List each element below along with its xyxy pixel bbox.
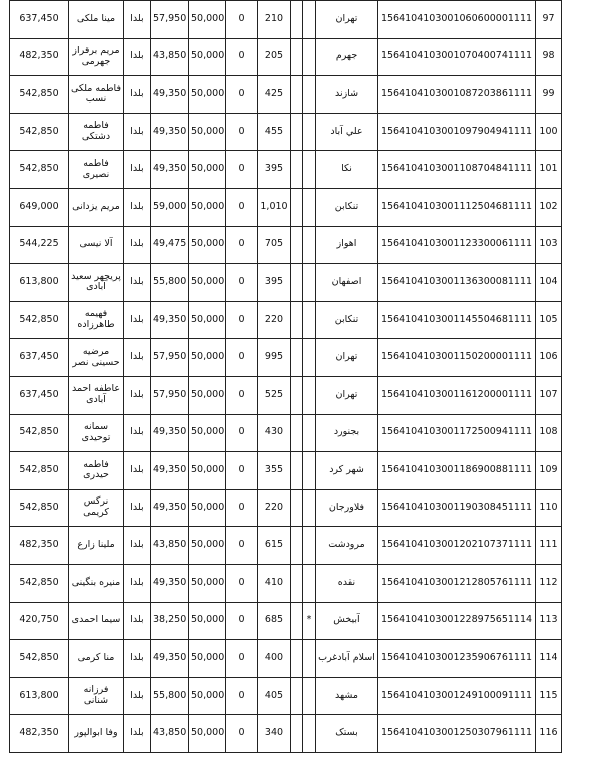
row-number-cell: 110 [536,489,562,527]
status-cell: بلدا [124,677,151,715]
code-cell: 1564104103001161200001111 [378,376,536,414]
base-amount-cell: 50,000 [189,564,226,602]
base-amount-cell: 50,000 [189,188,226,226]
amount-cell: 57,950 [151,339,189,377]
name-cell: سیما احمدی [69,602,124,640]
name-cell: پریچهر سعید آبادی [69,264,124,302]
zero-cell: 0 [226,226,258,264]
total-cell: 637,450 [10,339,69,377]
mark-cell [303,226,316,264]
name-cell: مینا ملکی [69,1,124,39]
row-number-cell: 98 [536,38,562,76]
blank-cell [291,188,303,226]
row-number-cell: 113 [536,602,562,640]
row-number-cell: 100 [536,113,562,151]
row-number-cell: 115 [536,677,562,715]
table-row [10,113,562,151]
status-cell: بلدا [124,489,151,527]
blank-cell [291,301,303,339]
city-cell: مشهد [316,677,378,715]
total-cell: 420,750 [10,602,69,640]
base-amount-cell: 50,000 [189,76,226,114]
table-row [10,226,562,264]
total-cell: 542,850 [10,414,69,452]
base-amount-cell: 50,000 [189,264,226,302]
city-cell: شازند [316,76,378,114]
name-cell: منیره بنگینی [69,564,124,602]
code-cell: 1564104103001250307961111 [378,715,536,753]
mark-cell [303,414,316,452]
zero-cell: 0 [226,376,258,414]
name-cell: عاطفه احمد آبادی [69,376,124,414]
status-cell: بلدا [124,564,151,602]
code-cell: 1564104103001235906761111 [378,640,536,678]
table-row [10,715,562,753]
zero-cell: 0 [226,38,258,76]
quantity-cell: 405 [258,677,291,715]
name-cell: فاطمه ملکی نسب [69,76,124,114]
row-number-cell: 111 [536,527,562,565]
status-cell: بلدا [124,151,151,189]
records-table [9,0,562,753]
status-cell: بلدا [124,339,151,377]
code-cell: 1564104103001112504681111 [378,188,536,226]
quantity-cell: 220 [258,301,291,339]
table-row [10,640,562,678]
row-number-cell: 109 [536,452,562,490]
base-amount-cell: 50,000 [189,452,226,490]
quantity-cell: 615 [258,527,291,565]
city-cell: تهران [316,376,378,414]
blank-cell [291,1,303,39]
amount-cell: 49,350 [151,564,189,602]
code-cell: 1564104103001172500941111 [378,414,536,452]
amount-cell: 49,350 [151,452,189,490]
total-cell: 544,225 [10,226,69,264]
base-amount-cell: 50,000 [189,527,226,565]
name-cell: فاطمه حیدری [69,452,124,490]
table-row [10,1,562,39]
status-cell: بلدا [124,188,151,226]
status-cell: بلدا [124,640,151,678]
base-amount-cell: 50,000 [189,151,226,189]
row-number-cell: 107 [536,376,562,414]
mark-cell [303,677,316,715]
blank-cell [291,414,303,452]
zero-cell: 0 [226,414,258,452]
city-cell: مرودشت [316,527,378,565]
mark-cell [303,339,316,377]
code-cell: 1564104103001145504681111 [378,301,536,339]
name-cell: فاطمه دشتکی [69,113,124,151]
code-cell: 1564104103001136300081111 [378,264,536,302]
mark-cell [303,151,316,189]
mark-cell [303,489,316,527]
base-amount-cell: 50,000 [189,715,226,753]
amount-cell: 57,950 [151,1,189,39]
amount-cell: 49,350 [151,489,189,527]
quantity-cell: 395 [258,151,291,189]
row-number-cell: 116 [536,715,562,753]
name-cell: وفا ابوالپور [69,715,124,753]
zero-cell: 0 [226,76,258,114]
city-cell: تهران [316,339,378,377]
zero-cell: 0 [226,188,258,226]
code-cell: 1564104103001228975651114 [378,602,536,640]
status-cell: بلدا [124,301,151,339]
status-cell: بلدا [124,376,151,414]
amount-cell: 49,350 [151,301,189,339]
zero-cell: 0 [226,113,258,151]
zero-cell: 0 [226,151,258,189]
amount-cell: 49,350 [151,151,189,189]
total-cell: 542,850 [10,489,69,527]
status-cell: بلدا [124,264,151,302]
blank-cell [291,264,303,302]
table-row [10,527,562,565]
zero-cell: 0 [226,715,258,753]
city-cell: فلاورجان [316,489,378,527]
row-number-cell: 106 [536,339,562,377]
base-amount-cell: 50,000 [189,376,226,414]
status-cell: بلدا [124,226,151,264]
zero-cell: 0 [226,564,258,602]
quantity-cell: 205 [258,38,291,76]
name-cell: منا کرمی [69,640,124,678]
mark-cell [303,264,316,302]
mark-cell [303,640,316,678]
total-cell: 482,350 [10,38,69,76]
blank-cell [291,339,303,377]
status-cell: بلدا [124,602,151,640]
base-amount-cell: 50,000 [189,1,226,39]
total-cell: 542,850 [10,76,69,114]
city-cell: علي آباد [316,113,378,151]
code-cell: 1564104103001060600001111 [378,1,536,39]
name-cell: فاطمه نصیری [69,151,124,189]
total-cell: 613,800 [10,264,69,302]
mark-cell [303,113,316,151]
zero-cell: 0 [226,602,258,640]
name-cell: مرضیه حسینی نصر [69,339,124,377]
blank-cell [291,677,303,715]
city-cell: شهر کرد [316,452,378,490]
table-row [10,602,562,640]
blank-cell [291,38,303,76]
table-row [10,452,562,490]
status-cell: بلدا [124,38,151,76]
zero-cell: 0 [226,489,258,527]
name-cell: مریم یزدانی [69,188,124,226]
quantity-cell: 705 [258,226,291,264]
status-cell: بلدا [124,1,151,39]
blank-cell [291,489,303,527]
quantity-cell: 210 [258,1,291,39]
table-row [10,38,562,76]
blank-cell [291,640,303,678]
code-cell: 1564104103001087203861111 [378,76,536,114]
base-amount-cell: 50,000 [189,640,226,678]
total-cell: 637,450 [10,376,69,414]
blank-cell [291,602,303,640]
quantity-cell: 395 [258,264,291,302]
mark-cell [303,1,316,39]
table-row [10,414,562,452]
city-cell: بجنورد [316,414,378,452]
status-cell: بلدا [124,113,151,151]
row-number-cell: 104 [536,264,562,302]
base-amount-cell: 50,000 [189,489,226,527]
table-row [10,564,562,602]
city-cell: تهران [316,1,378,39]
name-cell: آلا نیسی [69,226,124,264]
amount-cell: 43,850 [151,38,189,76]
mark-cell [303,715,316,753]
row-number-cell: 99 [536,76,562,114]
table-row [10,76,562,114]
code-cell: 1564104103001186900881111 [378,452,536,490]
blank-cell [291,376,303,414]
mark-cell [303,188,316,226]
name-cell: سمانه توحیدی [69,414,124,452]
blank-cell [291,76,303,114]
base-amount-cell: 50,000 [189,226,226,264]
status-cell: بلدا [124,452,151,490]
amount-cell: 49,475 [151,226,189,264]
mark-cell [303,564,316,602]
code-cell: 1564104103001249100091111 [378,677,536,715]
table-row [10,151,562,189]
blank-cell [291,527,303,565]
blank-cell [291,113,303,151]
city-cell: تنکابن [316,301,378,339]
code-cell: 1564104103001108704841111 [378,151,536,189]
amount-cell: 55,800 [151,677,189,715]
quantity-cell: 220 [258,489,291,527]
quantity-cell: 685 [258,602,291,640]
quantity-cell: 1,010 [258,188,291,226]
quantity-cell: 455 [258,113,291,151]
mark-cell [303,38,316,76]
base-amount-cell: 50,000 [189,301,226,339]
row-number-cell: 105 [536,301,562,339]
blank-cell [291,151,303,189]
name-cell: ملینا زارع [69,527,124,565]
blank-cell [291,715,303,753]
total-cell: 542,850 [10,640,69,678]
amount-cell: 38,250 [151,602,189,640]
total-cell: 542,850 [10,452,69,490]
mark-cell [303,527,316,565]
mark-cell [303,301,316,339]
status-cell: بلدا [124,414,151,452]
table-body [10,1,562,753]
quantity-cell: 525 [258,376,291,414]
row-number-cell: 97 [536,1,562,39]
amount-cell: 59,000 [151,188,189,226]
total-cell: 649,000 [10,188,69,226]
zero-cell: 0 [226,452,258,490]
zero-cell: 0 [226,677,258,715]
code-cell: 1564104103001070400741111 [378,38,536,76]
quantity-cell: 355 [258,452,291,490]
quantity-cell: 340 [258,715,291,753]
code-cell: 1564104103001202107371111 [378,527,536,565]
quantity-cell: 410 [258,564,291,602]
code-cell: 1564104103001123300061111 [378,226,536,264]
mark-cell [303,452,316,490]
city-cell: نقده [316,564,378,602]
zero-cell: 0 [226,640,258,678]
name-cell: فرزانه شنانی [69,677,124,715]
total-cell: 637,450 [10,1,69,39]
amount-cell: 43,850 [151,715,189,753]
zero-cell: 0 [226,264,258,302]
city-cell: تنکابن [316,188,378,226]
city-cell: اهواز [316,226,378,264]
base-amount-cell: 50,000 [189,414,226,452]
city-cell: نکا [316,151,378,189]
quantity-cell: 425 [258,76,291,114]
total-cell: 542,850 [10,113,69,151]
table-row [10,188,562,226]
row-number-cell: 102 [536,188,562,226]
name-cell: مریم برقراز جهرمی [69,38,124,76]
city-cell: اصفهان [316,264,378,302]
total-cell: 482,350 [10,715,69,753]
city-cell: بستک [316,715,378,753]
total-cell: 482,350 [10,527,69,565]
mark-cell [303,76,316,114]
status-cell: بلدا [124,527,151,565]
row-number-cell: 101 [536,151,562,189]
amount-cell: 49,350 [151,414,189,452]
total-cell: 542,850 [10,151,69,189]
zero-cell: 0 [226,1,258,39]
amount-cell: 49,350 [151,640,189,678]
blank-cell [291,226,303,264]
mark-cell: * [303,602,316,640]
amount-cell: 57,950 [151,376,189,414]
total-cell: 542,850 [10,301,69,339]
zero-cell: 0 [226,339,258,377]
amount-cell: 49,350 [151,76,189,114]
table-row [10,301,562,339]
base-amount-cell: 50,000 [189,113,226,151]
table-row [10,677,562,715]
quantity-cell: 400 [258,640,291,678]
base-amount-cell: 50,000 [189,339,226,377]
row-number-cell: 103 [536,226,562,264]
name-cell: نرگس کریمی [69,489,124,527]
table-row [10,264,562,302]
name-cell: فهیمه طاهرزاده [69,301,124,339]
blank-cell [291,564,303,602]
row-number-cell: 112 [536,564,562,602]
blank-cell [291,452,303,490]
table-row [10,376,562,414]
base-amount-cell: 50,000 [189,38,226,76]
city-cell: آبیخش [316,602,378,640]
total-cell: 613,800 [10,677,69,715]
base-amount-cell: 50,000 [189,677,226,715]
code-cell: 1564104103001150200001111 [378,339,536,377]
table-row [10,339,562,377]
status-cell: بلدا [124,715,151,753]
zero-cell: 0 [226,301,258,339]
city-cell: جهرم [316,38,378,76]
row-number-cell: 108 [536,414,562,452]
code-cell: 1564104103001212805761111 [378,564,536,602]
zero-cell: 0 [226,527,258,565]
code-cell: 1564104103001190308451111 [378,489,536,527]
city-cell: اسلام آبادغرب [316,640,378,678]
code-cell: 1564104103001097904941111 [378,113,536,151]
table-row [10,489,562,527]
mark-cell [303,376,316,414]
amount-cell: 55,800 [151,264,189,302]
total-cell: 542,850 [10,564,69,602]
base-amount-cell: 50,000 [189,602,226,640]
quantity-cell: 995 [258,339,291,377]
row-number-cell: 114 [536,640,562,678]
amount-cell: 43,850 [151,527,189,565]
status-cell: بلدا [124,76,151,114]
amount-cell: 49,350 [151,113,189,151]
quantity-cell: 430 [258,414,291,452]
